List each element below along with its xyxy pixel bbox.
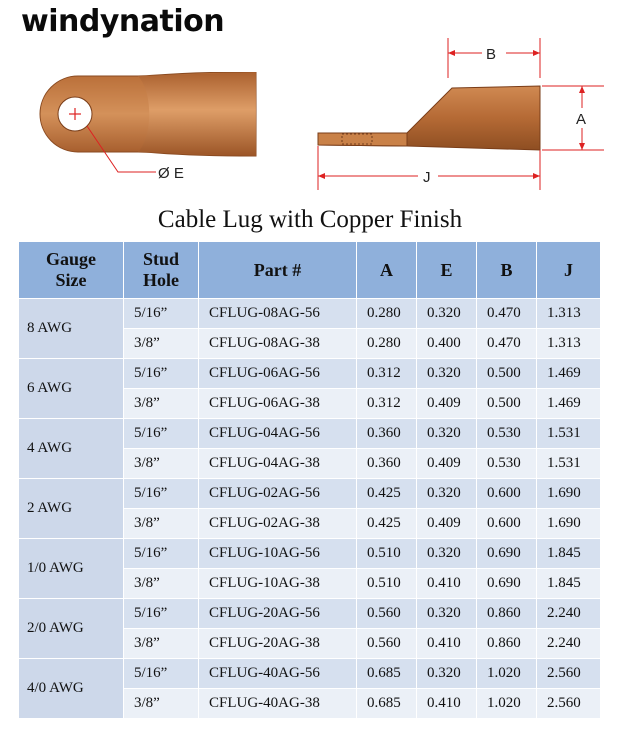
stud-cell: 3/8”	[124, 389, 199, 419]
j-cell: 1.690	[537, 509, 601, 539]
stud-cell: 3/8”	[124, 629, 199, 659]
a-cell: 0.280	[357, 329, 417, 359]
gauge-cell: 2/0 AWG	[19, 599, 124, 659]
b-cell: 0.860	[477, 599, 537, 629]
table-row	[19, 359, 601, 389]
stud-cell: 5/16”	[124, 599, 199, 629]
gauge-cell: 8 AWG	[19, 299, 124, 359]
a-cell: 0.312	[357, 389, 417, 419]
header-j: J	[537, 242, 601, 299]
stud-cell: 3/8”	[124, 509, 199, 539]
b-cell: 0.690	[477, 569, 537, 599]
b-cell: 0.500	[477, 359, 537, 389]
j-cell: 1.313	[537, 299, 601, 329]
a-cell: 0.560	[357, 629, 417, 659]
gauge-cell: 2 AWG	[19, 479, 124, 539]
e-cell: 0.400	[417, 329, 477, 359]
stud-cell: 3/8”	[124, 329, 199, 359]
header-gauge-size: Gauge Size	[19, 242, 124, 299]
b-cell: 0.530	[477, 449, 537, 479]
e-cell: 0.410	[417, 629, 477, 659]
part-cell: CFLUG-02AG-38	[199, 509, 357, 539]
header-stud-hole: Stud Hole	[124, 242, 199, 299]
stud-cell: 5/16”	[124, 659, 199, 689]
b-cell: 0.530	[477, 419, 537, 449]
j-cell: 2.240	[537, 599, 601, 629]
stud-cell: 5/16”	[124, 419, 199, 449]
table-row	[19, 659, 601, 689]
e-cell: 0.409	[417, 449, 477, 479]
b-cell: 0.470	[477, 299, 537, 329]
e-cell: 0.320	[417, 299, 477, 329]
e-cell: 0.320	[417, 479, 477, 509]
a-cell: 0.280	[357, 299, 417, 329]
stud-cell: 5/16”	[124, 299, 199, 329]
j-cell: 1.845	[537, 569, 601, 599]
a-cell: 0.312	[357, 359, 417, 389]
part-cell: CFLUG-06AG-38	[199, 389, 357, 419]
b-cell: 1.020	[477, 689, 537, 719]
j-cell: 1.531	[537, 419, 601, 449]
a-cell: 0.685	[357, 659, 417, 689]
a-cell: 0.425	[357, 509, 417, 539]
diagram-label-j: J	[423, 169, 431, 186]
part-cell: CFLUG-40AG-38	[199, 689, 357, 719]
e-cell: 0.410	[417, 569, 477, 599]
a-cell: 0.425	[357, 479, 417, 509]
part-cell: CFLUG-10AG-56	[199, 539, 357, 569]
e-cell: 0.320	[417, 659, 477, 689]
page-title: Cable Lug with Copper Finish	[157, 206, 463, 233]
b-cell: 0.600	[477, 509, 537, 539]
part-cell: CFLUG-02AG-56	[199, 479, 357, 509]
a-cell: 0.360	[357, 419, 417, 449]
e-cell: 0.410	[417, 689, 477, 719]
table-row	[19, 479, 601, 509]
lug-side-view	[312, 38, 612, 198]
a-cell: 0.510	[357, 539, 417, 569]
table-header-row	[19, 242, 601, 299]
spec-table	[18, 241, 601, 719]
table-row	[19, 599, 601, 629]
stud-cell: 3/8”	[124, 569, 199, 599]
header-b: B	[477, 242, 537, 299]
header-part-number: Part #	[199, 242, 357, 299]
diagram-label-e: Ø E	[158, 165, 184, 182]
gauge-cell: 4 AWG	[19, 419, 124, 479]
table-row	[19, 419, 601, 449]
e-cell: 0.320	[417, 599, 477, 629]
j-cell: 1.845	[537, 539, 601, 569]
part-cell: CFLUG-40AG-56	[199, 659, 357, 689]
b-cell: 0.470	[477, 329, 537, 359]
table-row	[19, 539, 601, 569]
diagram-label-b: B	[486, 46, 497, 63]
e-cell: 0.409	[417, 509, 477, 539]
gauge-cell: 1/0 AWG	[19, 539, 124, 599]
j-cell: 1.313	[537, 329, 601, 359]
stud-cell: 3/8”	[124, 689, 199, 719]
j-cell: 1.531	[537, 449, 601, 479]
b-cell: 1.020	[477, 659, 537, 689]
a-cell: 0.360	[357, 449, 417, 479]
e-cell: 0.320	[417, 359, 477, 389]
e-cell: 0.320	[417, 419, 477, 449]
diagram-label-a: A	[576, 111, 587, 128]
j-cell: 2.240	[537, 629, 601, 659]
brand-logo: windynation	[21, 4, 225, 39]
header-e: E	[417, 242, 477, 299]
j-cell: 1.690	[537, 479, 601, 509]
a-cell: 0.685	[357, 689, 417, 719]
part-cell: CFLUG-06AG-56	[199, 359, 357, 389]
stud-cell: 5/16”	[124, 539, 199, 569]
header-a: A	[357, 242, 417, 299]
a-cell: 0.510	[357, 569, 417, 599]
b-cell: 0.690	[477, 539, 537, 569]
e-cell: 0.320	[417, 539, 477, 569]
j-cell: 1.469	[537, 359, 601, 389]
part-cell: CFLUG-08AG-56	[199, 299, 357, 329]
b-cell: 0.860	[477, 629, 537, 659]
table-row	[19, 299, 601, 329]
e-cell: 0.409	[417, 389, 477, 419]
part-cell: CFLUG-20AG-56	[199, 599, 357, 629]
j-cell: 2.560	[537, 689, 601, 719]
part-cell: CFLUG-08AG-38	[199, 329, 357, 359]
stud-cell: 5/16”	[124, 479, 199, 509]
stud-cell: 5/16”	[124, 359, 199, 389]
part-cell: CFLUG-10AG-38	[199, 569, 357, 599]
part-cell: CFLUG-04AG-56	[199, 419, 357, 449]
j-cell: 2.560	[537, 659, 601, 689]
part-cell: CFLUG-04AG-38	[199, 449, 357, 479]
b-cell: 0.600	[477, 479, 537, 509]
part-cell: CFLUG-20AG-38	[199, 629, 357, 659]
gauge-cell: 4/0 AWG	[19, 659, 124, 719]
a-cell: 0.560	[357, 599, 417, 629]
lug-front-view	[38, 72, 274, 192]
b-cell: 0.500	[477, 389, 537, 419]
j-cell: 1.469	[537, 389, 601, 419]
gauge-cell: 6 AWG	[19, 359, 124, 419]
stud-cell: 3/8”	[124, 449, 199, 479]
